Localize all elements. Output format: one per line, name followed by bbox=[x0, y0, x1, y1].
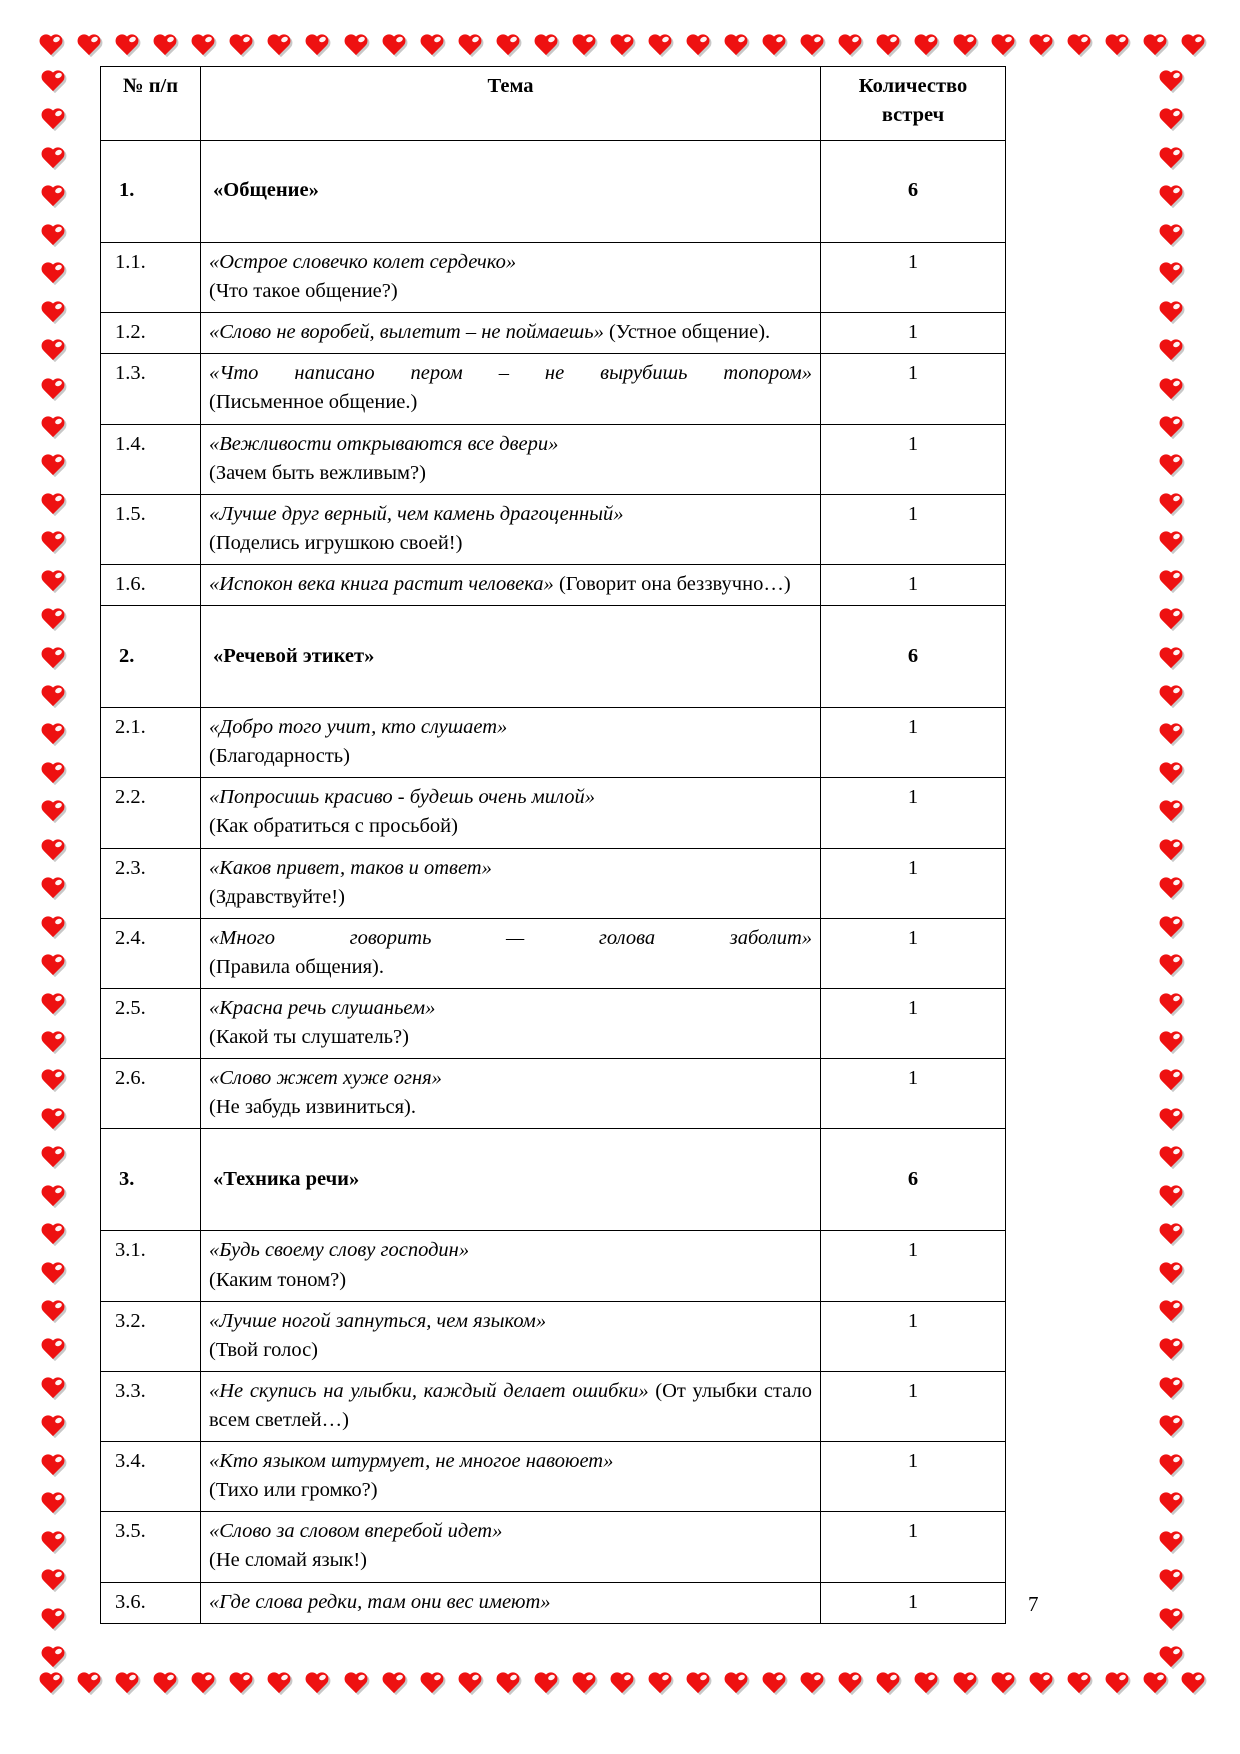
cell-theme bbox=[201, 848, 821, 918]
header-cell-count bbox=[821, 67, 1006, 141]
cell-count: 6 bbox=[821, 141, 1006, 243]
table-row bbox=[101, 1582, 1006, 1623]
heart-icon bbox=[1158, 1454, 1184, 1478]
heart-icon bbox=[40, 685, 66, 709]
heart-icon bbox=[1158, 1377, 1184, 1401]
heart-icon bbox=[40, 1108, 66, 1132]
theme-quote: «Лучше друг верный, чем камень драгоценный» bbox=[209, 502, 624, 525]
theme-quote: «Испокон века книга растит человека» bbox=[209, 572, 554, 595]
theme-note: (Здравствуйте!) bbox=[209, 885, 345, 908]
heart-icon bbox=[40, 416, 66, 440]
heart-icon bbox=[40, 1069, 66, 1093]
heart-icon bbox=[40, 1185, 66, 1209]
heart-icon bbox=[304, 34, 330, 58]
table-row bbox=[101, 778, 1006, 848]
heart-icon bbox=[1158, 839, 1184, 863]
table-header bbox=[101, 67, 1006, 141]
heart-icon bbox=[1158, 1108, 1184, 1132]
heart-icon bbox=[1158, 70, 1184, 94]
heart-icon bbox=[495, 1672, 521, 1696]
heart-icon bbox=[343, 34, 369, 58]
theme-quote: «Кто языком штурмует, не многое навоюет» bbox=[209, 1450, 614, 1473]
heart-icon bbox=[40, 1608, 66, 1632]
cell-number: 3.6. bbox=[101, 1582, 201, 1623]
heart-icon bbox=[40, 224, 66, 248]
theme-note: (Зачем быть вежливым?) bbox=[209, 461, 426, 484]
heart-icon bbox=[647, 34, 673, 58]
heart-icon bbox=[40, 608, 66, 632]
heart-icon bbox=[533, 1672, 559, 1696]
heart-icon bbox=[40, 1223, 66, 1247]
heart-icon bbox=[1158, 570, 1184, 594]
heart-icon bbox=[1158, 1492, 1184, 1516]
heart-icon bbox=[40, 1646, 66, 1670]
heart-icon bbox=[761, 1672, 787, 1696]
heart-icon bbox=[1104, 34, 1130, 58]
cell-number: 2.3. bbox=[101, 848, 201, 918]
cell-count: 1 bbox=[821, 564, 1006, 605]
heart-icon bbox=[40, 916, 66, 940]
cell-number: 2. bbox=[101, 606, 201, 708]
heart-icon bbox=[266, 1672, 292, 1696]
heart-icon bbox=[190, 34, 216, 58]
heart-icon bbox=[1158, 1608, 1184, 1632]
cell-count: 6 bbox=[821, 606, 1006, 708]
heart-icon bbox=[114, 34, 140, 58]
heart-icon bbox=[1158, 1185, 1184, 1209]
table-row bbox=[101, 354, 1006, 424]
heart-icon bbox=[1158, 378, 1184, 402]
heart-icon bbox=[1158, 454, 1184, 478]
heart-icon bbox=[723, 34, 749, 58]
table-row bbox=[101, 243, 1006, 313]
heart-icon bbox=[419, 34, 445, 58]
heart-border-left bbox=[40, 70, 66, 1670]
cell-count: 1 bbox=[821, 1582, 1006, 1623]
lesson-plan-sheet bbox=[100, 66, 1005, 1624]
heart-icon bbox=[1066, 34, 1092, 58]
lesson-plan-table bbox=[100, 66, 1006, 1624]
heart-icon bbox=[1158, 647, 1184, 671]
cell-theme: «Техника речи» bbox=[201, 1129, 821, 1231]
heart-icon bbox=[381, 34, 407, 58]
heart-icon bbox=[1158, 954, 1184, 978]
heart-icon bbox=[40, 301, 66, 325]
cell-number: 3.4. bbox=[101, 1442, 201, 1512]
heart-icon bbox=[1104, 1672, 1130, 1696]
cell-number: 3.5. bbox=[101, 1512, 201, 1582]
cell-count: 1 bbox=[821, 1059, 1006, 1129]
heart-icon bbox=[1158, 1031, 1184, 1055]
table-row bbox=[101, 1301, 1006, 1371]
heart-icon bbox=[1158, 762, 1184, 786]
cell-number: 2.4. bbox=[101, 918, 201, 988]
table-row bbox=[101, 1231, 1006, 1301]
cell-number: 2.1. bbox=[101, 708, 201, 778]
cell-count: 1 bbox=[821, 1371, 1006, 1441]
heart-icon bbox=[761, 34, 787, 58]
cell-theme: «Речевой этикет» bbox=[201, 606, 821, 708]
heart-icon bbox=[40, 762, 66, 786]
table-row bbox=[101, 918, 1006, 988]
heart-icon bbox=[114, 1672, 140, 1696]
heart-icon bbox=[1142, 1672, 1168, 1696]
cell-number: 3.1. bbox=[101, 1231, 201, 1301]
heart-icon bbox=[1158, 262, 1184, 286]
theme-quote: «Где слова редки, там они вес имеют» bbox=[209, 1590, 551, 1613]
heart-icon bbox=[1158, 1415, 1184, 1439]
cell-count: 1 bbox=[821, 848, 1006, 918]
cell-count: 6 bbox=[821, 1129, 1006, 1231]
heart-icon bbox=[343, 1672, 369, 1696]
cell-theme bbox=[201, 354, 821, 424]
cell-number: 1.2. bbox=[101, 313, 201, 354]
heart-icon bbox=[1158, 147, 1184, 171]
heart-icon bbox=[952, 1672, 978, 1696]
theme-quote: «Добро того учит, кто слушает» bbox=[209, 716, 508, 739]
heart-icon bbox=[1158, 1223, 1184, 1247]
heart-icon bbox=[40, 954, 66, 978]
heart-icon bbox=[40, 70, 66, 94]
theme-quote: «Много говорить — голова заболит» bbox=[209, 926, 812, 949]
cell-count: 1 bbox=[821, 354, 1006, 424]
cell-theme bbox=[201, 564, 821, 605]
theme-note: (Устное общение). bbox=[603, 321, 771, 344]
table-row bbox=[101, 1371, 1006, 1441]
heart-icon bbox=[1066, 1672, 1092, 1696]
heart-icon bbox=[40, 1454, 66, 1478]
table-row bbox=[101, 708, 1006, 778]
heart-icon bbox=[40, 800, 66, 824]
theme-quote: «Не скупись на улыбки, каждый делает ошибки» bbox=[209, 1379, 649, 1402]
theme-quote: «Будь своему слову господин» bbox=[209, 1239, 470, 1262]
heart-icon bbox=[40, 1415, 66, 1439]
header-row bbox=[101, 67, 1006, 141]
heart-icon bbox=[990, 34, 1016, 58]
heart-icon bbox=[837, 34, 863, 58]
page-number: 7 bbox=[1028, 1592, 1039, 1616]
table-body bbox=[101, 141, 1006, 1624]
cell-number: 1.3. bbox=[101, 354, 201, 424]
heart-icon bbox=[457, 1672, 483, 1696]
heart-icon bbox=[685, 1672, 711, 1696]
cell-theme bbox=[201, 1371, 821, 1441]
theme-note: (Благодарность) bbox=[209, 745, 350, 768]
heart-icon bbox=[533, 34, 559, 58]
theme-note: (Говорит она беззвучно…) bbox=[553, 572, 791, 595]
heart-icon bbox=[38, 1672, 64, 1696]
cell-theme bbox=[201, 778, 821, 848]
heart-icon bbox=[40, 531, 66, 555]
cell-theme bbox=[201, 918, 821, 988]
heart-icon bbox=[1158, 685, 1184, 709]
heart-icon bbox=[609, 34, 635, 58]
heart-icon bbox=[837, 1672, 863, 1696]
heart-icon bbox=[152, 1672, 178, 1696]
heart-icon bbox=[1158, 1146, 1184, 1170]
heart-icon bbox=[799, 34, 825, 58]
theme-note: (Твой голос) bbox=[209, 1338, 319, 1361]
theme-quote: «Слово не воробей, вылетит – не поймаешь» bbox=[209, 321, 604, 344]
cell-number: 1.6. bbox=[101, 564, 201, 605]
cell-number: 3.2. bbox=[101, 1301, 201, 1371]
cell-theme bbox=[201, 1512, 821, 1582]
heart-icon bbox=[40, 1146, 66, 1170]
heart-icon bbox=[1158, 916, 1184, 940]
theme-quote: «Слово за словом вперебой идет» bbox=[209, 1520, 503, 1543]
table-row bbox=[101, 424, 1006, 494]
heart-icon bbox=[1028, 34, 1054, 58]
heart-icon bbox=[1158, 339, 1184, 363]
heart-icon bbox=[1158, 1646, 1184, 1670]
heart-icon bbox=[190, 1672, 216, 1696]
header-count-line1: Количество bbox=[858, 75, 968, 97]
heart-icon bbox=[1158, 1531, 1184, 1555]
table-section-row bbox=[101, 1129, 1006, 1231]
heart-icon bbox=[1158, 416, 1184, 440]
table-row bbox=[101, 1512, 1006, 1582]
cell-number: 2.5. bbox=[101, 988, 201, 1058]
cell-theme: «Общение» bbox=[201, 141, 821, 243]
heart-icon bbox=[1158, 1300, 1184, 1324]
theme-note: (Тихо или громко?) bbox=[209, 1479, 378, 1502]
heart-icon bbox=[1180, 1672, 1206, 1696]
heart-icon bbox=[913, 34, 939, 58]
heart-icon bbox=[799, 1672, 825, 1696]
heart-icon bbox=[152, 34, 178, 58]
heart-icon bbox=[40, 454, 66, 478]
theme-quote: «Попросишь красиво - будешь очень милой» bbox=[209, 786, 595, 809]
heart-icon bbox=[266, 34, 292, 58]
theme-note: (Поделись игрушкою своей!) bbox=[209, 531, 463, 554]
header-count-line2: встреч bbox=[881, 104, 945, 127]
heart-icon bbox=[1158, 531, 1184, 555]
cell-count: 1 bbox=[821, 1301, 1006, 1371]
heart-icon bbox=[40, 723, 66, 747]
cell-theme bbox=[201, 708, 821, 778]
theme-note: (Что такое общение?) bbox=[209, 280, 398, 303]
cell-number: 2.6. bbox=[101, 1059, 201, 1129]
theme-quote: «Слово жжет хуже огня» bbox=[209, 1067, 442, 1090]
cell-count: 1 bbox=[821, 1442, 1006, 1512]
heart-icon bbox=[40, 1569, 66, 1593]
heart-icon bbox=[40, 262, 66, 286]
heart-icon bbox=[40, 1377, 66, 1401]
heart-icon bbox=[723, 1672, 749, 1696]
theme-quote: «Лучше ногой запнуться, чем языком» bbox=[209, 1309, 547, 1332]
cell-number: 1.1. bbox=[101, 243, 201, 313]
heart-icon bbox=[1158, 993, 1184, 1017]
cell-count: 1 bbox=[821, 918, 1006, 988]
heart-icon bbox=[495, 34, 521, 58]
heart-icon bbox=[40, 108, 66, 132]
heart-icon bbox=[228, 34, 254, 58]
heart-icon bbox=[571, 1672, 597, 1696]
heart-icon bbox=[647, 1672, 673, 1696]
table-row bbox=[101, 313, 1006, 354]
theme-quote: «Острое словечко колет сердечко» bbox=[209, 251, 517, 273]
heart-icon bbox=[40, 1531, 66, 1555]
heart-icon bbox=[40, 147, 66, 171]
heart-icon bbox=[40, 1262, 66, 1286]
theme-quote: «Красна речь слушаньем» bbox=[209, 996, 436, 1019]
heart-icon bbox=[609, 1672, 635, 1696]
cell-theme bbox=[201, 1231, 821, 1301]
cell-theme bbox=[201, 424, 821, 494]
heart-icon bbox=[40, 1338, 66, 1362]
heart-icon bbox=[1142, 34, 1168, 58]
cell-number: 1.5. bbox=[101, 494, 201, 564]
cell-theme bbox=[201, 1442, 821, 1512]
cell-number: 1.4. bbox=[101, 424, 201, 494]
heart-icon bbox=[1158, 224, 1184, 248]
cell-number: 3. bbox=[101, 1129, 201, 1231]
cell-count: 1 bbox=[821, 313, 1006, 354]
heart-icon bbox=[76, 1672, 102, 1696]
heart-icon bbox=[1158, 608, 1184, 632]
heart-icon bbox=[40, 1031, 66, 1055]
heart-icon bbox=[1180, 34, 1206, 58]
theme-note: (Каким тоном?) bbox=[209, 1268, 347, 1291]
heart-icon bbox=[1158, 1569, 1184, 1593]
cell-count: 1 bbox=[821, 1231, 1006, 1301]
heart-icon bbox=[40, 1300, 66, 1324]
heart-icon bbox=[457, 34, 483, 58]
heart-icon bbox=[685, 34, 711, 58]
theme-note: (Письменное общение.) bbox=[209, 391, 418, 414]
table-section-row bbox=[101, 141, 1006, 243]
heart-icon bbox=[40, 993, 66, 1017]
table-section-row bbox=[101, 606, 1006, 708]
heart-border-top bbox=[38, 34, 1206, 58]
heart-icon bbox=[1158, 185, 1184, 209]
cell-theme bbox=[201, 313, 821, 354]
cell-theme bbox=[201, 1059, 821, 1129]
heart-icon bbox=[40, 570, 66, 594]
cell-theme bbox=[201, 988, 821, 1058]
cell-count: 1 bbox=[821, 243, 1006, 313]
theme-note: (Не сломай язык!) bbox=[209, 1549, 367, 1572]
heart-icon bbox=[1158, 1262, 1184, 1286]
heart-icon bbox=[1158, 1338, 1184, 1362]
heart-icon bbox=[1158, 877, 1184, 901]
heart-icon bbox=[40, 185, 66, 209]
cell-number: 2.2. bbox=[101, 778, 201, 848]
heart-icon bbox=[304, 1672, 330, 1696]
heart-icon bbox=[1028, 1672, 1054, 1696]
heart-icon bbox=[419, 1672, 445, 1696]
table-row bbox=[101, 988, 1006, 1058]
cell-count: 1 bbox=[821, 708, 1006, 778]
cell-number: 3.3. bbox=[101, 1371, 201, 1441]
heart-icon bbox=[40, 339, 66, 363]
heart-icon bbox=[1158, 301, 1184, 325]
heart-icon bbox=[875, 34, 901, 58]
cell-number: 1. bbox=[101, 141, 201, 243]
cell-count: 1 bbox=[821, 1512, 1006, 1582]
theme-note: (Какой ты слушатель?) bbox=[209, 1026, 409, 1049]
theme-note: (Не забудь извиниться). bbox=[209, 1096, 417, 1119]
heart-icon bbox=[571, 34, 597, 58]
heart-border-right bbox=[1158, 70, 1184, 1670]
heart-icon bbox=[76, 34, 102, 58]
cell-theme bbox=[201, 1301, 821, 1371]
theme-note: (От улыбки стало всем светлей…) bbox=[209, 1379, 812, 1431]
table-row bbox=[101, 564, 1006, 605]
cell-count: 1 bbox=[821, 494, 1006, 564]
heart-icon bbox=[990, 1672, 1016, 1696]
heart-icon bbox=[40, 877, 66, 901]
table-row bbox=[101, 494, 1006, 564]
heart-icon bbox=[40, 378, 66, 402]
heart-icon bbox=[40, 493, 66, 517]
cell-theme bbox=[201, 1582, 821, 1623]
table-row bbox=[101, 848, 1006, 918]
heart-icon bbox=[1158, 108, 1184, 132]
heart-icon bbox=[40, 647, 66, 671]
cell-count: 1 bbox=[821, 778, 1006, 848]
heart-icon bbox=[913, 1672, 939, 1696]
heart-icon bbox=[1158, 723, 1184, 747]
theme-note: (Правила общения). bbox=[209, 955, 384, 978]
heart-icon bbox=[1158, 800, 1184, 824]
cell-count: 1 bbox=[821, 988, 1006, 1058]
heart-icon bbox=[952, 34, 978, 58]
heart-icon bbox=[38, 34, 64, 58]
heart-icon bbox=[1158, 1069, 1184, 1093]
cell-theme bbox=[201, 494, 821, 564]
cell-theme bbox=[201, 243, 821, 313]
header-cell-theme: Тема bbox=[201, 67, 821, 141]
heart-icon bbox=[228, 1672, 254, 1696]
heart-icon bbox=[875, 1672, 901, 1696]
heart-icon bbox=[40, 839, 66, 863]
theme-note: (Как обратиться с просьбой) bbox=[209, 815, 458, 838]
theme-quote: «Каков привет, таков и ответ» bbox=[209, 856, 492, 879]
table-row bbox=[101, 1059, 1006, 1129]
table-row bbox=[101, 1442, 1006, 1512]
header-cell-number: № п/п bbox=[101, 67, 201, 141]
cell-count: 1 bbox=[821, 424, 1006, 494]
theme-quote: «Что написано пером – не вырубишь топором» bbox=[209, 362, 812, 385]
heart-border-bottom bbox=[38, 1672, 1206, 1696]
theme-quote: «Вежливости открываются все двери» bbox=[209, 432, 559, 455]
heart-icon bbox=[1158, 493, 1184, 517]
heart-icon bbox=[40, 1492, 66, 1516]
heart-icon bbox=[381, 1672, 407, 1696]
